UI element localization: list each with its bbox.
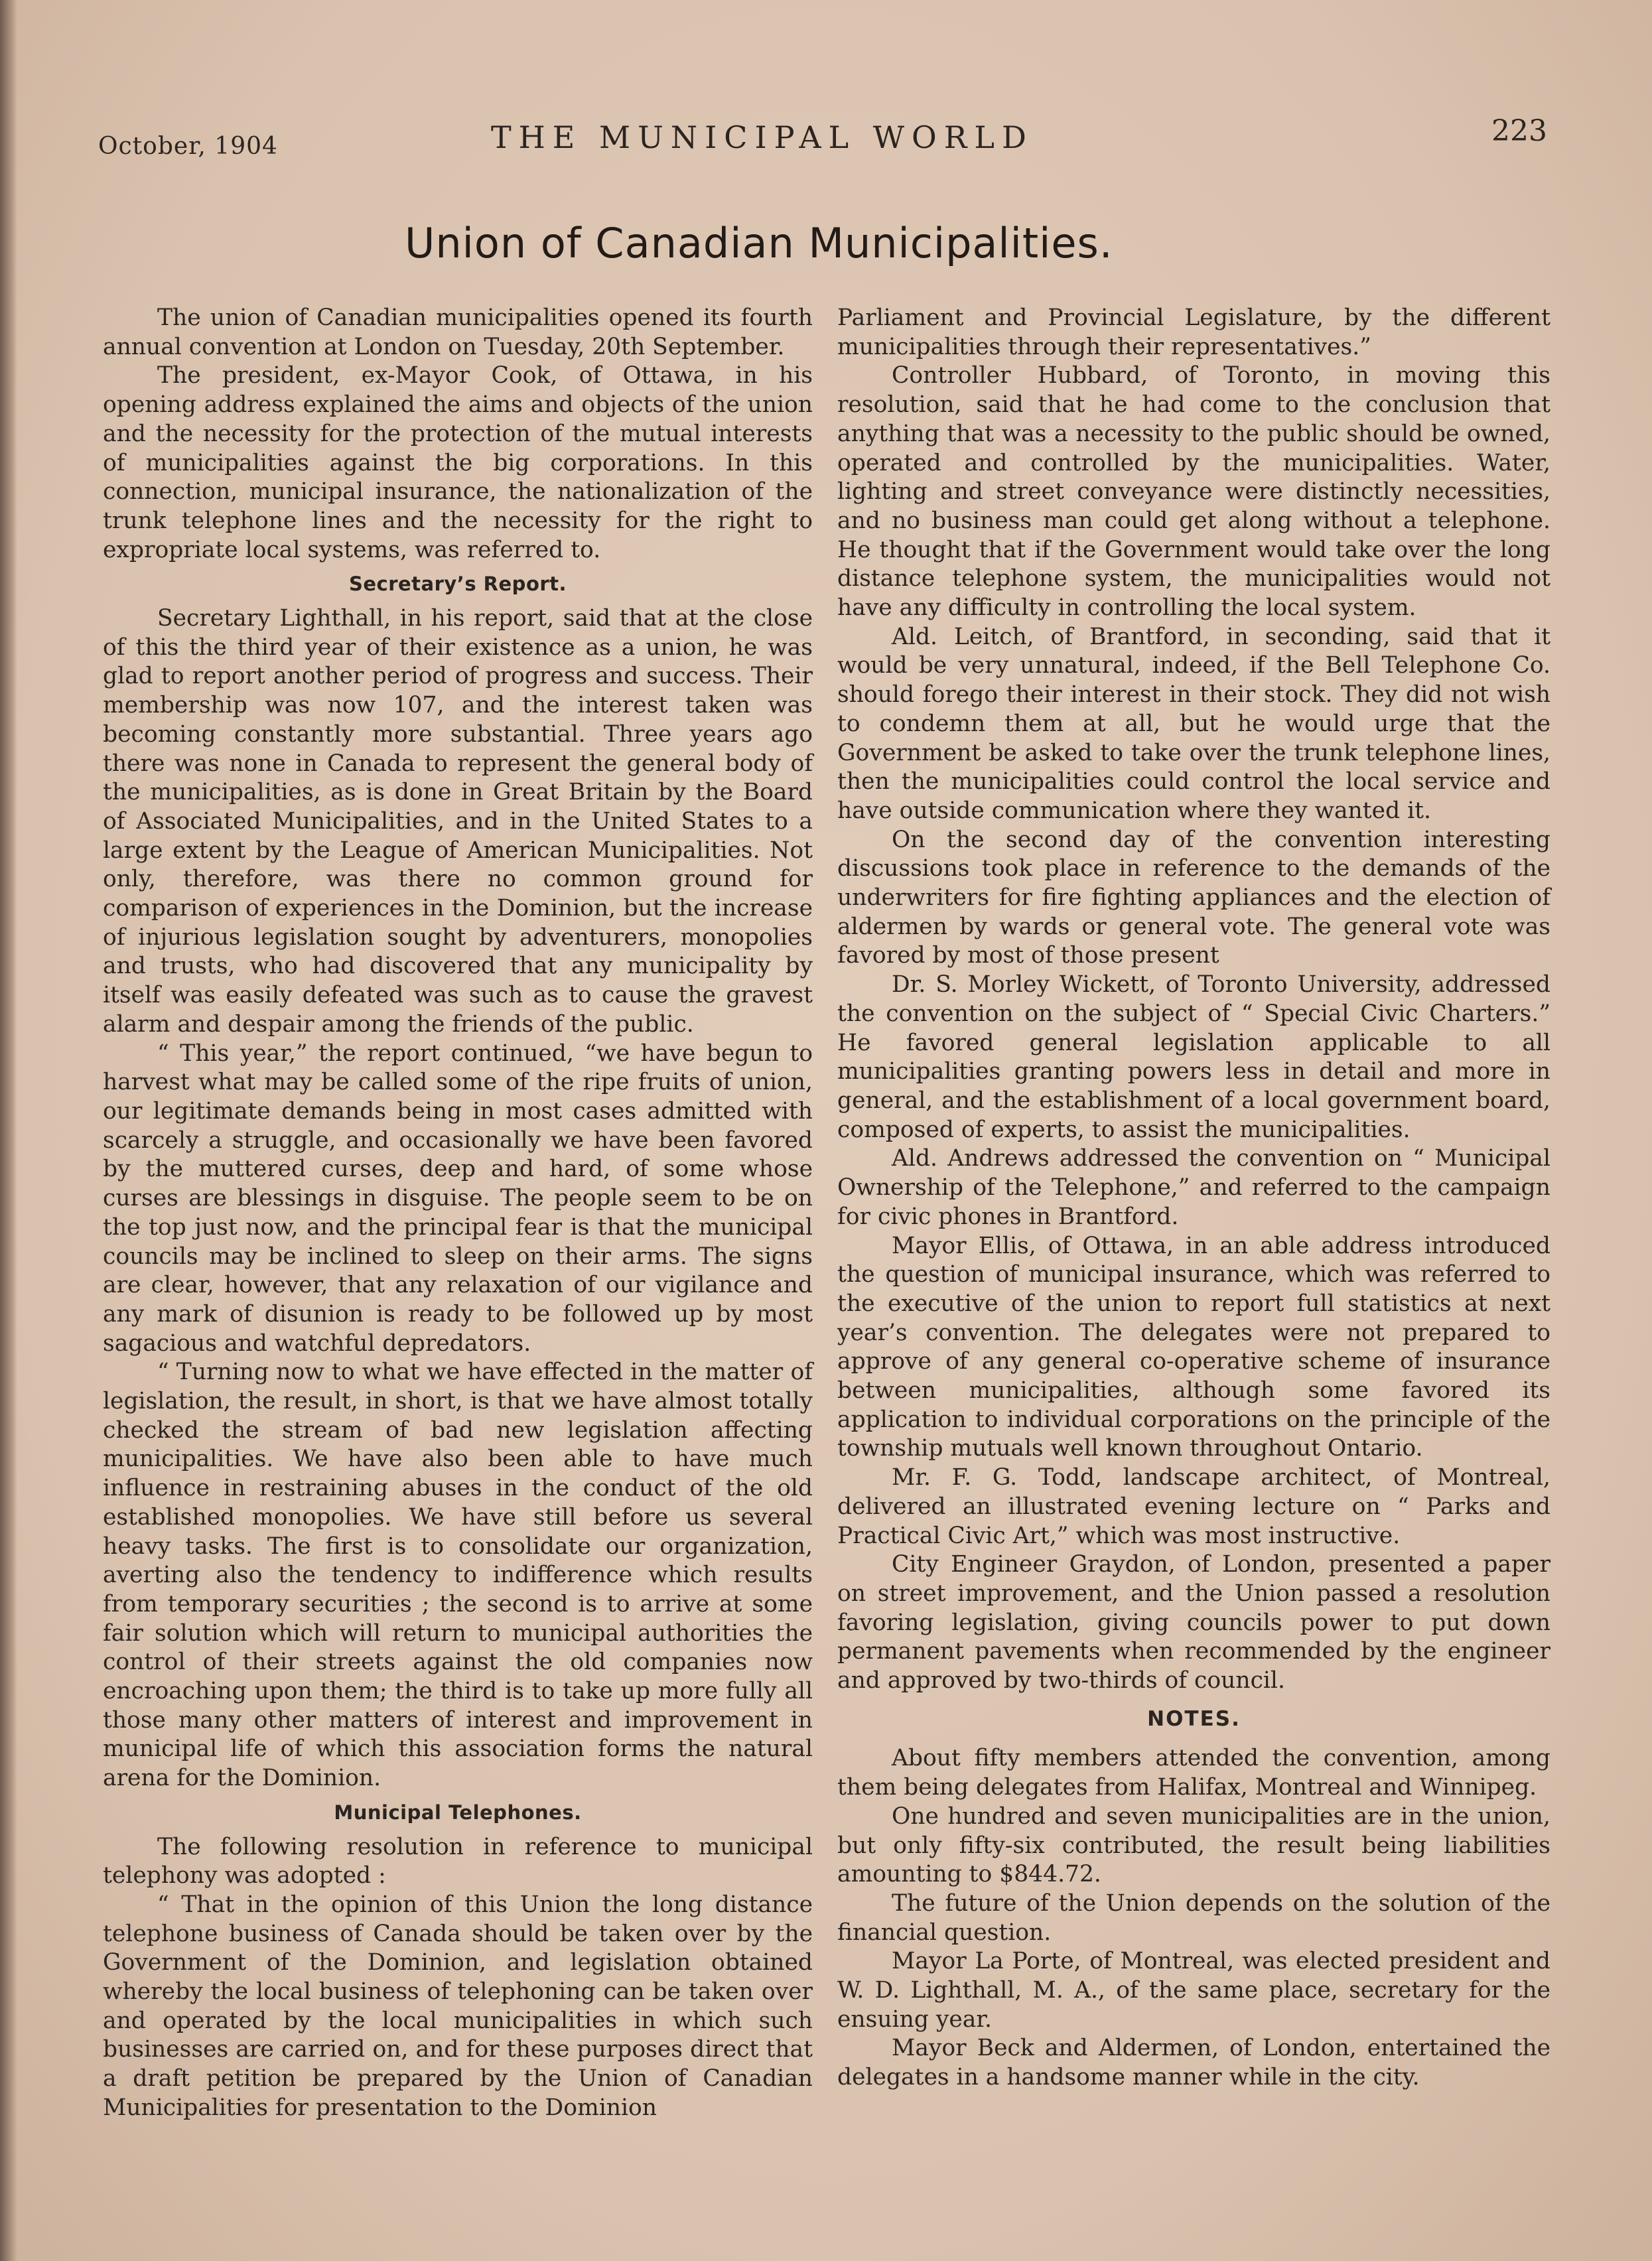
paragraph: “ That in the opinion of this Union the long distance telephone business of Canada should be taken over by the Government of the Dominion, and legislation obtained whereby the local business of telephoning can be taken over and operated by the local municipalities in which such businesses are carried on, and for these purposes direct that a draft petition be prepared by the Union of Canadian Municipalities for presentation to the Dominion: [103, 1891, 813, 2121]
paragraph: The following resolution in reference to municipal telephony was adopted :: [103, 1833, 813, 1889]
issue-date: October, 1904: [98, 133, 278, 160]
paragraph: Ald. Andrews addressed the convention on “ Municipal Ownership of the Telephone,” and referred to the campaign for civic phones in Brantford.: [837, 1145, 1550, 1230]
paragraph: Mayor Ellis, of Ottawa, in an able address introduced the question of municipal insurance, which was referred to the executive of the union to report full statistics at next year’s convention. The delegates were not prepared to approve of any general co-operative scheme of insurance between municipalities, although some favored its application to individual corporations on the principle of the township mutuals well known throughout Ontario.: [837, 1232, 1550, 1462]
paragraph: The union of Canadian municipalities opened its fourth annual convention at London on Tuesday, 20th September.: [103, 305, 813, 360]
paragraph: The future of the Union depends on the solution of the financial question.: [837, 1889, 1550, 1946]
paragraph: Controller Hubbard, of Toronto, in moving this resolution, said that he had come to the conclusion that anything that was a necessity to the public should be owned, operated and controlled by the municipalities. Water, lighting and street conveyance were distinctly necessities, and no business man could get along without a telephone. He thought that if the Government would take over the long distance telephone system, the municipalities would not have any difficulty in controlling the local system.: [837, 362, 1550, 622]
publication-title: THE MUNICIPAL WORLD: [491, 119, 1034, 155]
paragraph: City Engineer Graydon, of London, presented a paper on street improvement, and the Union passed a resolution favoring legislation, giving councils power to put down permanent pavements when recommended by the engineer and approved by two-thirds of council.: [837, 1551, 1550, 1694]
paragraph: Secretary Lighthall, in his report, said that at the close of this the third year of their existence as a union, he was glad to report another period of progress and success. Their membership was now 107, and the interest taken was becoming constantly more substantial. Three years ago there was none in Canada to represent the general body of the municipalities, as is done in Great Britain by the Board of Associated Municipalities, and in the United States to a large extent by the League of American Municipalities. Not only, therefore, was there no common ground for comparison of experiences in the Dominion, but the increase of injurious legislation sought by adventurers, monopolies and trusts, who had discovered that any municipality by itself was easily defeated was such as to cause the gravest alarm and despair among the friends of the public.: [103, 605, 813, 1038]
paragraph: Dr. S. Morley Wickett, of Toronto University, addressed the convention on the subject of “ Special Civic Charters.” He favored general legislation applicable to all municipalities granting powers less in detail and more in general, and the establishment of a local government board, composed of experts, to assist the municipalities.: [837, 971, 1550, 1143]
right-column: [837, 304, 1550, 2092]
paragraph: Ald. Leitch, of Brantford, in seconding, said that it would be very unnatural, indeed, if the Bell Telephone Co. should forego their interest in their stock. They did not wish to condemn them at all, but he would urge that the Government be asked to take over the trunk telephone lines, then the municipalities could control the local service and have outside communication where they wanted it.: [837, 623, 1550, 824]
section-heading-secretary-report: Secretary’s Report.: [348, 573, 567, 596]
paragraph: “ Turning now to what we have effected in the matter of legislation, the result, in short, is that we have almost totally checked the stream of bad new legislation affecting municipalities. We have also been able to have much influence in restraining abuses in the conduct of the old established monopolies. We have still before us several heavy tasks. The first is to consolidate our organization, averting also the tendency to indifference which results from temporary securities ; the second is to arrive at some fair solution which will return to municipal authorities the control of their streets against the old companies now encroaching upon them; the third is to take up more fully all those many other matters of interest and improvement in municipal life of which this association forms the natural arena for the Dominion.: [103, 1359, 813, 1792]
page-number: 223: [1491, 114, 1547, 148]
left-column: [103, 304, 813, 2123]
section-heading-municipal-telephones: Municipal Telephones.: [334, 1801, 582, 1824]
paragraph: “ This year,” the report continued, “we have begun to harvest what may be called some of the ripe fruits of union, our legitimate demands being in most cases admitted with scarcely a struggle, and occasionally we have been favored by the muttered curses, deep and hard, of some whose curses are blessings in disguise. The people seem to be on the top just now, and the principal fear is that the municipal councils may be inclined to sleep on their arms. The signs are clear, however, that any relaxation of our vigilance and any mark of disunion is ready to be followed up by most sagacious and watchful depredators.: [103, 1040, 813, 1357]
paragraph: One hundred and seven municipalities are in the union, but only fifty-six contributed, the result being liabilities amounting to $844.72.: [837, 1803, 1550, 1888]
paragraph: The president, ex-Mayor Cook, of Ottawa, in his opening address explained the aims and objects of the union and the necessity for the protection of the mutual interests of municipalities against the big corporations. In this connection, municipal insurance, the nationalization of the trunk telephone lines and the necessity for the right to expropriate local systems, was referred to.: [103, 362, 813, 563]
paragraph: Mayor La Porte, of Montreal, was elected president and W. D. Lighthall, M. A., of the same place, secretary for the ensuing year.: [837, 1948, 1550, 2033]
paragraph: On the second day of the convention interesting discussions took place in reference to the demands of the underwriters for fire fighting appliances and the election of aldermen by wards or general vote. The general vote was favored by most of those present: [837, 826, 1550, 969]
section-heading-notes: NOTES.: [1147, 1706, 1241, 1731]
article-title: Union of Canadian Municipalities.: [405, 219, 1113, 267]
paragraph: Parliament and Provincial Legislature, by the different municipalities through their representatives.”: [837, 305, 1550, 360]
paragraph: Mr. F. G. Todd, landscape architect, of Montreal, delivered an illustrated evening lecture on “ Parks and Practical Civic Art,” which was most instructive.: [837, 1464, 1550, 1549]
paragraph: About fifty members attended the convention, among them being delegates from Halifax, Montreal and Winnipeg.: [837, 1745, 1550, 1801]
paragraph: Mayor Beck and Aldermen, of London, entertained the delegates in a handsome manner while in the city.: [837, 2035, 1550, 2091]
page-spine-shadow: [0, 0, 17, 2261]
